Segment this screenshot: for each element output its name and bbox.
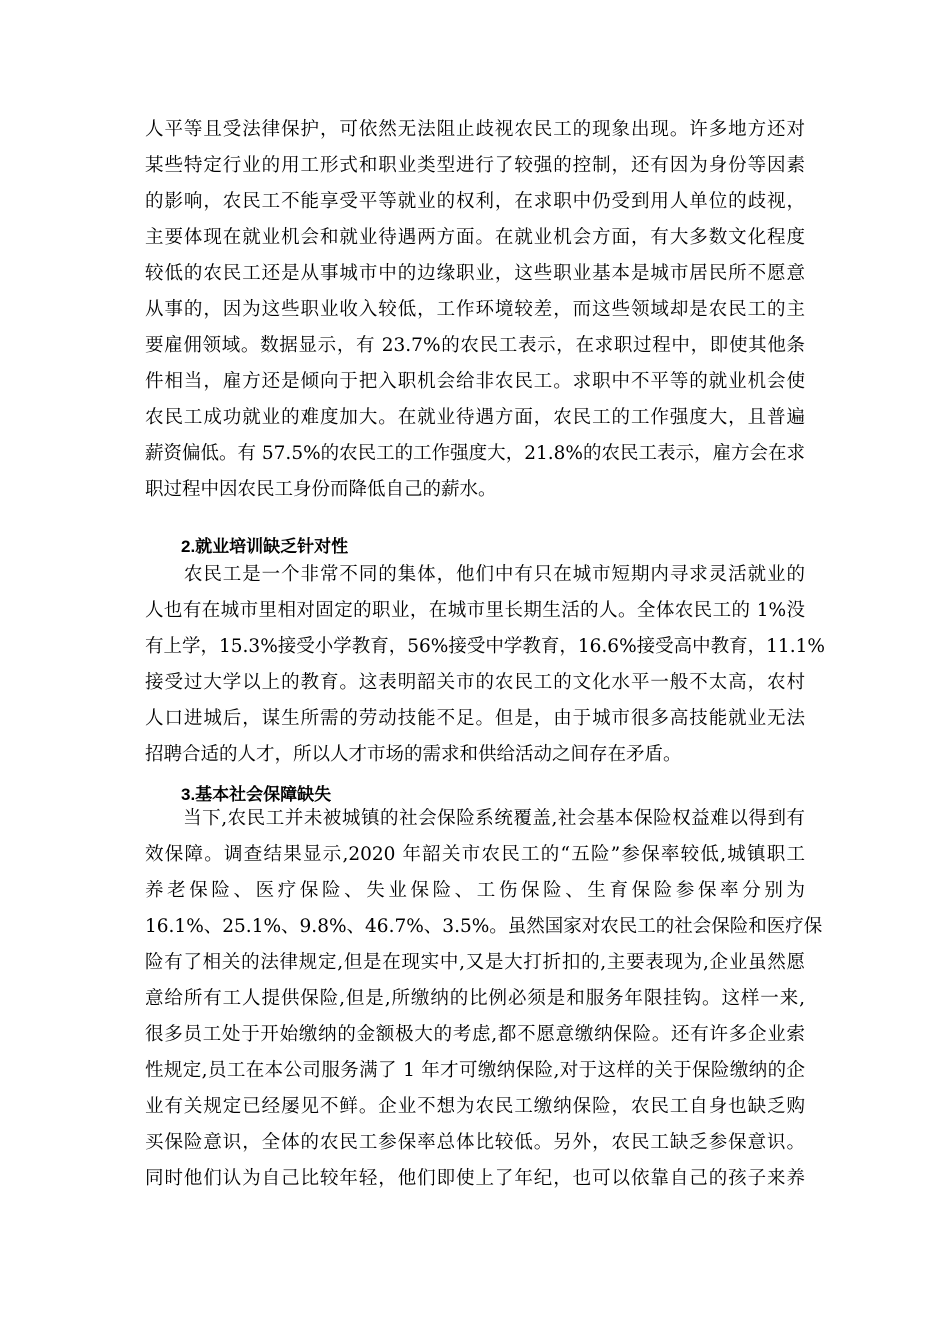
paragraph-line: 性规定,员工在本公司服务满了 1 年才可缴纳保险,对于这样的关于保险缴纳的企 [145, 1060, 805, 1081]
paragraph-training [145, 557, 825, 773]
paragraph-line: 养老保险、医疗保险、失业保险、工伤保险、生育保险参保率分别为 [145, 880, 805, 901]
paragraph-line: 某些特定行业的用工形式和职业类型进行了较强的控制，还有因为身份等因素 [145, 155, 805, 176]
paragraph-line: 意给所有工人提供保险,但是,所缴纳的比例必须是和服务年限挂钩。这样一来, [145, 988, 805, 1009]
section-heading-training: 2.就业培训缺乏针对性 [181, 537, 349, 556]
paragraph-employment-discrimination [145, 112, 805, 508]
paragraph-line: 薪资偏低。有 57.5%的农民工的工作强度大，21.8%的农民工表示，雇方会在求 [145, 443, 805, 464]
paragraph-line: 人也有在城市里相对固定的职业，在城市里长期生活的人。全体农民工的 1%没 [145, 600, 805, 621]
section-heading-social-security: 3.基本社会保障缺失 [181, 785, 332, 804]
paragraph-line: 买保险意识，全体的农民工参保率总体比较低。另外，农民工缺乏参保意识。 [145, 1132, 805, 1153]
paragraph-line: 要雇佣领域。数据显示，有 23.7%的农民工表示，在求职过程中，即使其他条 [145, 335, 805, 356]
paragraph-line: 的影响，农民工不能享受平等就业的权利，在求职中仍受到用人单位的歧视， [145, 191, 805, 212]
paragraph-line: 农民工是一个非常不同的集体，他们中有只在城市短期内寻求灵活就业的 [145, 564, 805, 585]
paragraph-line: 主要体现在就业机会和就业待遇两方面。在就业机会方面，有大多数文化程度 [145, 227, 805, 248]
paragraph-line: 招聘合适的人才，所以人才市场的需求和供给活动之间存在矛盾。 [145, 744, 682, 765]
paragraph-line: 人口进城后，谋生所需的劳动技能不足。但是，由于城市很多高技能就业无法 [145, 708, 805, 729]
paragraph-line: 业有关规定已经屡见不鲜。企业不想为农民工缴纳保险，农民工自身也缺乏购 [145, 1096, 805, 1117]
paragraph-line: 效保障。调查结果显示,2020 年韶关市农民工的“五险”参保率较低,城镇职工 [145, 844, 805, 865]
paragraph-line: 当下,农民工并未被城镇的社会保险系统覆盖,社会基本保险权益难以得到有 [145, 808, 805, 829]
paragraph-line: 同时他们认为自己比较年轻，他们即使上了年纪，也可以依靠自己的孩子来养 [145, 1168, 805, 1189]
paragraph-line: 较低的农民工还是从事城市中的边缘职业，这些职业基本是城市居民所不愿意 [145, 263, 805, 284]
paragraph-line: 职过程中因农民工身份而降低自己的薪水。 [145, 479, 497, 500]
paragraph-line: 农民工成功就业的难度加大。在就业待遇方面，农民工的工作强度大，且普遍 [145, 407, 805, 428]
paragraph-line: 接受过大学以上的教育。这表明韶关市的农民工的文化水平一般不太高，农村 [145, 672, 805, 693]
paragraph-social-security [145, 801, 823, 1197]
paragraph-line: 很多员工处于开始缴纳的金额极大的考虑,都不愿意缴纳保险。还有许多企业索 [145, 1024, 805, 1045]
paragraph-line: 16.1%、25.1%、9.8%、46.7%、3.5%。虽然国家对农民工的社会保险和医疗保 [145, 916, 823, 937]
paragraph-line: 从事的，因为这些职业收入较低，工作环境较差，而这些领域却是农民工的主 [145, 299, 805, 320]
paragraph-line: 人平等且受法律保护，可依然无法阻止歧视农民工的现象出现。许多地方还对 [145, 119, 805, 140]
paragraph-line: 险有了相关的法律规定,但是在现实中,又是大打折扣的,主要表现为,企业虽然愿 [145, 952, 805, 973]
paragraph-line: 有上学，15.3%接受小学教育，56%接受中学教育，16.6%接受高中教育，11.1% [145, 636, 825, 657]
paragraph-line: 件相当，雇方还是倾向于把入职机会给非农民工。求职中不平等的就业机会使 [145, 371, 805, 392]
